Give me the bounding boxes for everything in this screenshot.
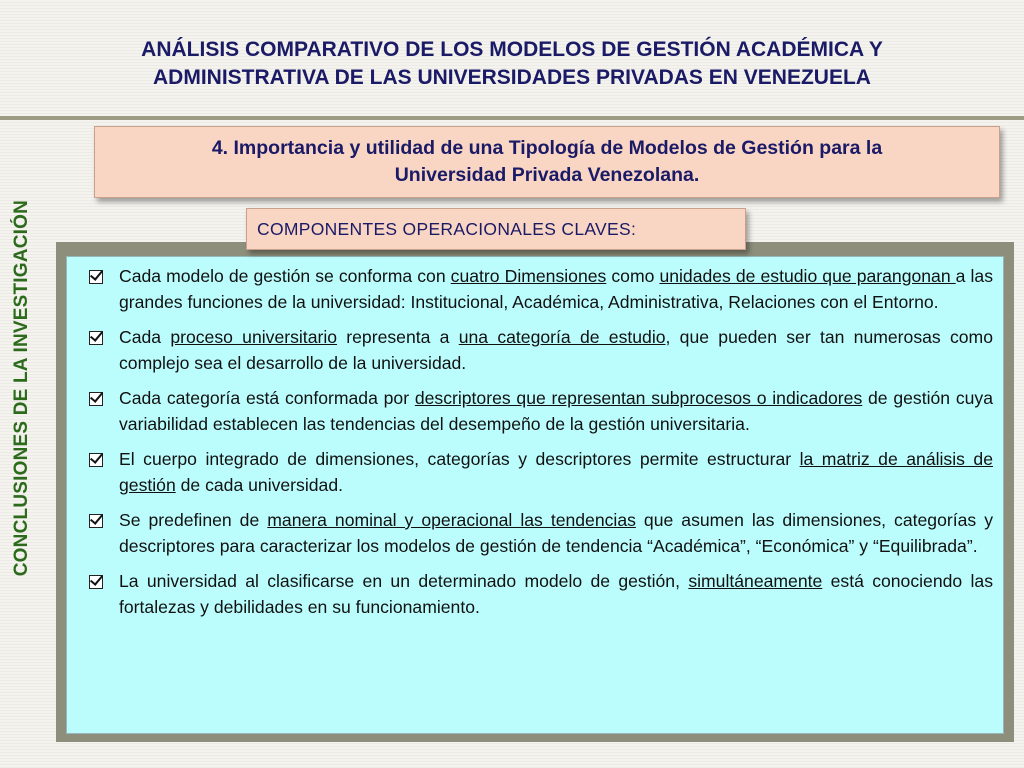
checkbox-checked-icon: [89, 331, 103, 345]
section-heading: [94, 126, 1000, 198]
bullet-text: Se predefinen de: [119, 510, 268, 530]
bullet-text: Cada modelo de gestión se conforma con: [119, 266, 451, 286]
side-label-text: CONCLUSIONES DE LA INVESTIGACIÓN: [11, 199, 32, 577]
bullet-item: [77, 324, 993, 376]
checkbox-checked-icon: [89, 453, 103, 467]
bullet-text: como: [606, 266, 660, 286]
bullet-text: Cada: [119, 327, 171, 347]
slide-title: [40, 36, 984, 92]
bullet-text: Cada categoría está conformada por: [119, 388, 415, 408]
slide-title-line-1: ANÁLISIS COMPARATIVO DE LOS MODELOS DE GESTIÓN ACADÉMICA Y: [141, 38, 883, 61]
underlined-text: descriptores que representan subprocesos o indicadores: [414, 388, 863, 408]
bullet-text: de cada universidad.: [175, 475, 343, 495]
underlined-text: una categoría de estudio: [458, 327, 666, 347]
section-heading-line-1: 4. Importancia y utilidad de una Tipología de Modelos de Gestión para la: [211, 137, 883, 159]
bullet-list: [67, 257, 1003, 620]
sub-heading-text: COMPONENTES OPERACIONALES CLAVES:: [257, 218, 637, 239]
bullet-text: está conociendo las fortalezas y debilidades en su funcionamiento.: [119, 571, 994, 617]
bullet-text: , que pueden ser tan numerosas como complejo sea el desarrollo de la universidad.: [119, 327, 993, 373]
underlined-text: unidades de estudio que parangonan: [659, 266, 956, 286]
bullet-item: [77, 568, 993, 620]
checkbox-checked-icon: [89, 514, 103, 528]
underlined-text: simultáneamente: [688, 571, 823, 591]
bullet-text: representa a: [337, 327, 459, 347]
bullet-text: que asumen las dimensiones, categorías y descriptores para caracterizar los modelos de gestión de tendencia “Académica”, “Económica” y “Equilibrada”.: [119, 510, 994, 556]
bullet-text: El cuerpo integrado de dimensiones, categorías y descriptores permite estructurar: [119, 449, 800, 469]
slide-title-line-2: ADMINISTRATIVA DE LAS UNIVERSIDADES PRIVADAS EN VENEZUELA: [153, 66, 871, 89]
underlined-text: proceso universitario: [170, 327, 338, 347]
bullet-item: [77, 446, 993, 498]
title-divider: [0, 116, 1024, 120]
underlined-text: cuatro Dimensiones: [450, 266, 607, 286]
sub-heading: [246, 208, 746, 250]
checkbox-checked-icon: [89, 270, 103, 284]
bullet-item: [77, 263, 993, 315]
bullet-text: de gestión cuya variabilidad establecen las tendencias del desempeño de la gestión universitaria.: [119, 388, 994, 434]
checkbox-checked-icon: [89, 392, 103, 406]
checkbox-checked-icon: [89, 575, 103, 589]
underlined-text: la matriz de análisis de gestión: [119, 449, 994, 495]
bullet-item: [77, 507, 993, 559]
content-box: [66, 256, 1004, 734]
side-label: [6, 138, 38, 638]
bullet-text: La universidad al clasificarse en un determinado modelo de gestión,: [119, 571, 689, 591]
bullet-text: a las grandes funciones de la universidad: Institucional, Académica, Administrativa, Relaciones con el Entorno.: [119, 266, 993, 312]
bullet-item: [77, 385, 993, 437]
section-heading-line-2: Universidad Privada Venezolana.: [394, 164, 700, 186]
underlined-text: manera nominal y operacional las tendencias: [267, 510, 636, 530]
